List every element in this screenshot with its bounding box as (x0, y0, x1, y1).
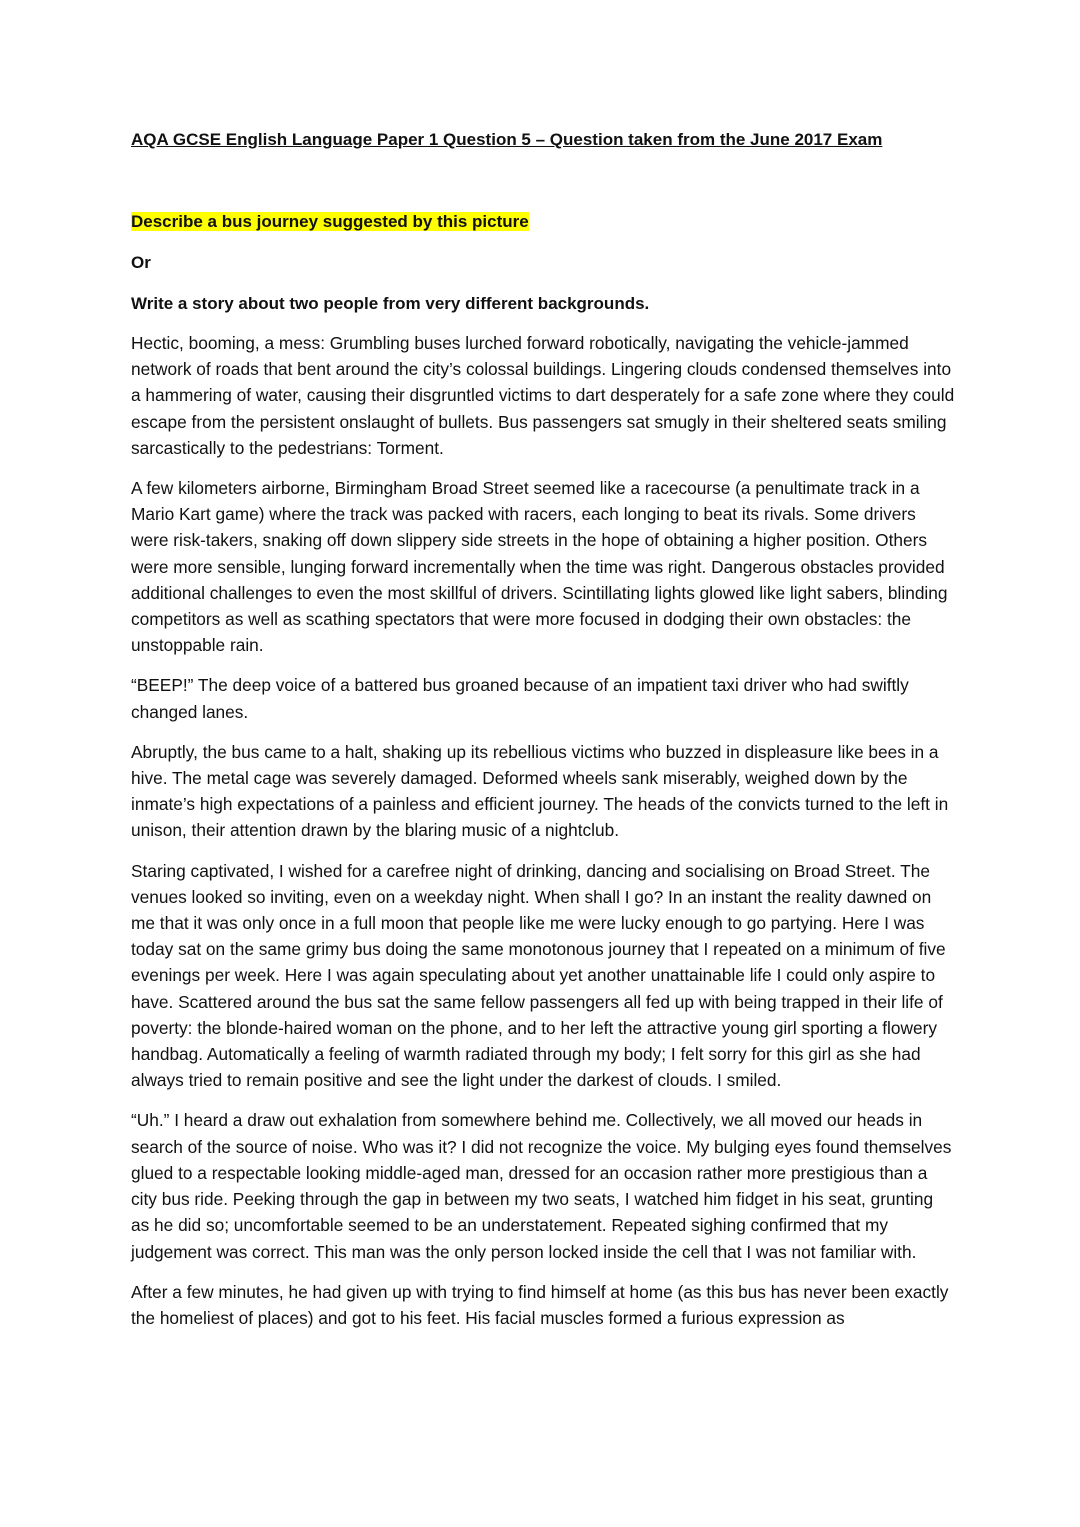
alternative-prompt: Write a story about two people from very different backgrounds. (131, 294, 650, 313)
paragraph-6: “Uh.” I heard a draw out exhalation from somewhere behind me. Collectively, we all moved our heads in search of the source of noise. Who was it? I did not recognize the voice. My bulging eyes found themselves glued to a respectable looking middle-aged man, dressed for an occasion rather more prestigious than a city bus ride. Peeking through the gap in between my two seats, I watched him fidget in his seat, grunting as he did so; uncomfortable seemed to be an understatement. Repeated sighing confirmed that my judgement was correct. This man was the only person locked inside the cell that I was not familiar with. (131, 1110, 952, 1262)
question-prompt (131, 210, 956, 234)
document-title: AQA GCSE English Language Paper 1 Question 5 – Question taken from the June 2017 Exam (131, 130, 883, 149)
paragraph-2: A few kilometers airborne, Birmingham Broad Street seemed like a racecourse (a penultimate track in a Mario Kart game) where the track was packed with racers, each longing to beat its rivals. Some drivers were risk-takers, snaking off down slippery side streets in the hope of obtaining a higher position. Others were more sensible, lunging forward incrementally when the time was right. Dangerous obstacles provided additional challenges to even the most skillful of drivers. Scintillating lights glowed like light sabers, blinding competitors as well as scathing spectators that were more focused in dodging their own obstacles: the unstoppable rain. (131, 478, 948, 656)
or-label: Or (131, 253, 151, 272)
paragraph-3: “BEEP!” The deep voice of a battered bus groaned because of an impatient taxi driver who had swiftly changed lanes. (131, 675, 909, 722)
paragraph-7: After a few minutes, he had given up with trying to find himself at home (as this bus has never been exactly the homeliest of places) and got to his feet. His facial muscles formed a furious expression as (131, 1281, 949, 1328)
highlighted-prompt: Describe a bus journey suggested by this picture (131, 212, 529, 231)
paragraph-1: Hectic, booming, a mess: Grumbling buses lurched forward robotically, navigating the vehicle-jammed network of roads that bent around the city’s colossal buildings. Lingering clouds condensed themselves into a hammering of water, causing their disgruntled victims to dart desperately for a safe zone where they could escape from the persistent onslaught of bullets. Bus passengers sat smugly in their sheltered seats smiling sarcastically to the pedestrians: Torment. (131, 333, 955, 458)
document-page (131, 128, 956, 1331)
paragraph-4: Abruptly, the bus came to a halt, shaking up its rebellious victims who buzzed in displeasure like bees in a hive. The metal cage was severely damaged. Deformed wheels sank miserably, weighed down by the inmate’s high expectations of a painless and efficient journey. The heads of the convicts turned to the left in unison, their attention drawn by the blaring music of a nightclub. (131, 741, 949, 841)
paragraph-5: Staring captivated, I wished for a carefree night of drinking, dancing and socialising on Broad Street. The venues looked so inviting, even on a weekday night. When shall I go? In an instant the reality dawned on me that it was only once in a full moon that people like me were lucky enough to go partying. Here I was today sat on the same grimy bus doing the same monotonous journey that I repeated on a minimum of five evenings per week. Here I was again speculating about yet another unattainable life I could only aspire to have. Scattered around the bus sat the same fellow passengers all fed up with being trapped in their life of poverty: the blonde-haired woman on the phone, and to her left the attractive young girl sporting a flowery handbag. Automatically a feeling of warmth radiated through my body; I felt sorry for this girl as she had always tried to remain positive and see the light under the darkest of clouds. I smiled. (131, 860, 946, 1091)
